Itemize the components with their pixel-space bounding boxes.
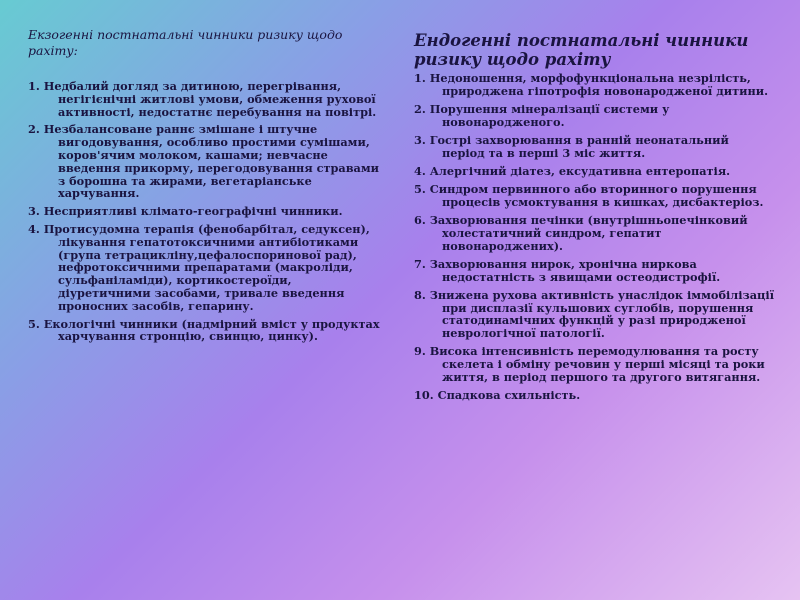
list-item: 10. Спадкова схильність. [414,388,581,403]
list-item: 7. Захворювання нирок, хронічна ниркова недостатність з явищами остеодистрофії. [414,256,721,284]
list-item: 6. Захворювання печінки (внутрішньопечінковий холестатичний синдром, гепатит новонароджених). [414,213,748,253]
right-heading: Ендогенні постнатальні чинники ризику щодо рахіту [414,31,749,69]
list-item: 1. Недбалий догляд за дитиною, перегрівання, негігієнічні житлові умови, обмеження рухової активності, недостатнє перебування на повітрі. [28,79,377,119]
list-item: 4. Протисудомна терапія (фенобарбітал, седуксен), лікування гепатотоксичними антибіотиками (група тетрацикліну,цефалоспоринової рад), нефротоксичними препаратами (макроліди, сульфаніламіди), кортикостероїди, діуретичними засобами, тривале введення проносних засобів, гепарину. [28,221,370,313]
list-item: 5. Екологічні чинники (надмірний вміст у продуктах харчування стронцію, свинцю, цинку). [28,316,380,344]
list-item: 1. Недоношення, морфофункціональна незрілість, природжена гіпотрофія новонародженої дитини. [414,71,769,98]
list-item: 2. Порушення мінералізації системи у новонародженого. [414,101,670,129]
left-heading: Екзогенні постнатальні чинники ризику щодо рахіту: [28,27,343,58]
exogenous-factors-list [28,80,388,348]
list-item: 4. Алергічний діатез, ексудативна ентеропатія. [414,163,731,178]
list-item: 2. Незбалансоване раннє змішане і штучне вигодовування, особливо простими сумішами, коров'ячим молоком, кашами; невчасне введення прикорму, перегодовування стравами з борошна та жирами, вегетаріанське харчування. [28,122,380,201]
list-item: 3. Несприятливі кліматo-географічні чинники. [28,204,343,219]
list-item: 3. Гострі захворювання в ранній неонатальний період та в перші 3 міс життя. [414,132,729,160]
list-item: 9. Висока інтенсивність перемодулювання та росту скелета і обміну речовин у перші місяці та роки життя, в період першого та другого витягання. [414,344,765,385]
list-item: 5. Синдром первинного або вторинного порушення процесів усмоктування в кишках, дисбактеріоз. [414,182,764,209]
list-item: 8. Знижена рухова активність унаслідок іммобілізації при дисплазії кульшових суглобів, порушення статодинамічних функцій у разі природженої неврологічної патології. [414,287,774,341]
endogenous-factors-list [414,72,774,407]
